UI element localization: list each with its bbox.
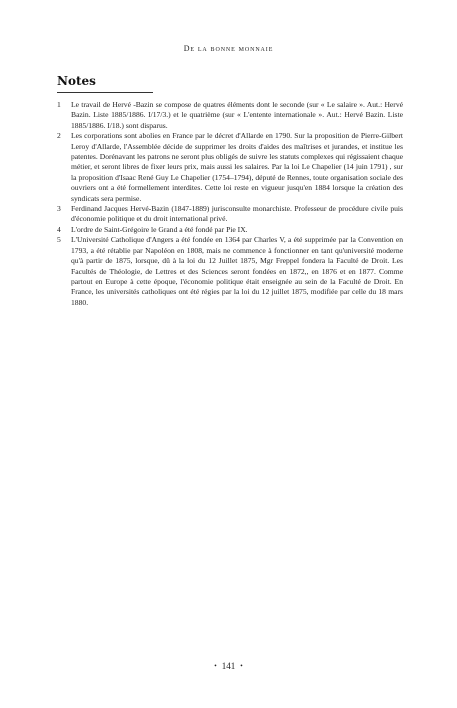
page-footer xyxy=(0,661,457,671)
note-item xyxy=(57,235,403,308)
note-number: 1 xyxy=(57,100,61,109)
note-text: Les corporations sont abolies en France par le décret d'Allarde en 1790. Sur la proposition de Pierre-Gilbert Leroy d'Allarde, l'Assemblée décide de supprimer les droits d'aides des maîtrises et jurandes, et institue les patentes. Dorénavant les patrons ne seront plus obligés de suivre les statuts complexes qui régissaient chaque métier, et seront libres de fixer leurs prix, mais aussi les salaires. Par la loi Le Chapelier (14 juin 1791) , sur la proposition d'Isaac René Guy Le Chapelier (1754–1794), député de Rennes, toute organisation sociale des ouvriers ont a été formellement interdites. Cette loi reste en vigueur jusqu'en 1884 lorsque la création des syndicats sera permise. xyxy=(71,131,403,203)
page-number: 141 xyxy=(221,661,236,671)
page-number-ornament-left: • xyxy=(214,662,217,670)
notes-list xyxy=(57,100,403,308)
note-text: Ferdinand Jacques Hervé-Bazin (1847-1889) jurisconsulte monarchiste. Professeur de procédure civile puis d'économie politique et du droit international privé. xyxy=(71,204,403,224)
note-item xyxy=(57,100,403,131)
note-number: 2 xyxy=(57,131,61,141)
note-number: 4 xyxy=(57,224,61,234)
note-item xyxy=(57,204,403,225)
page-number-ornament-right: • xyxy=(240,662,243,670)
note-text: L'ordre de Saint-Grégoire le Grand a été fondé par Pie IX. xyxy=(71,224,248,234)
note-text: Le travail de Hervé -Bazin se compose de quatres éléments dont le seconde (sur « Le salaire ». Aut.: Hervé Bazin. Liste 1885/1886. I/17/3.) et le quatrième (sur « L'entente internationale ». Aut.: Hervé Bazin. Liste 1885/1886. I/18.) sont disparus. xyxy=(71,100,403,130)
note-text: L'Université Catholique d'Angers a été fondée en 1364 par Charles V, a été supprimée par la Convention en 1793, a été rétablie par Napoléon en 1808, mais ne commence à fonctionner en tant qu'université moderne qu'à partir de 1875, lorsque, dû à la loi du 12 Juillet 1875, Mgr Freppel fondera la Faculté de Droit. Les Facultés de Théologie, de Lettres et des Sciences seront fondées en 1872,, en 1876 et en 1877. Comme partout en Europe à cette époque, l'économie politique était enseignée au sein de la Faculté de Droit. En France, les universités catholiques ont été régies par la loi du 12 juillet 1875, modifiée par celle du 18 mars 1880. xyxy=(71,235,403,307)
note-number: 3 xyxy=(57,204,61,214)
note-number: 5 xyxy=(57,235,61,245)
notes-heading: Notes xyxy=(57,74,96,88)
running-head: De la bonne monnaie xyxy=(183,44,274,53)
notes-heading-rule xyxy=(57,92,153,93)
note-item xyxy=(57,225,403,235)
note-item xyxy=(57,131,403,204)
